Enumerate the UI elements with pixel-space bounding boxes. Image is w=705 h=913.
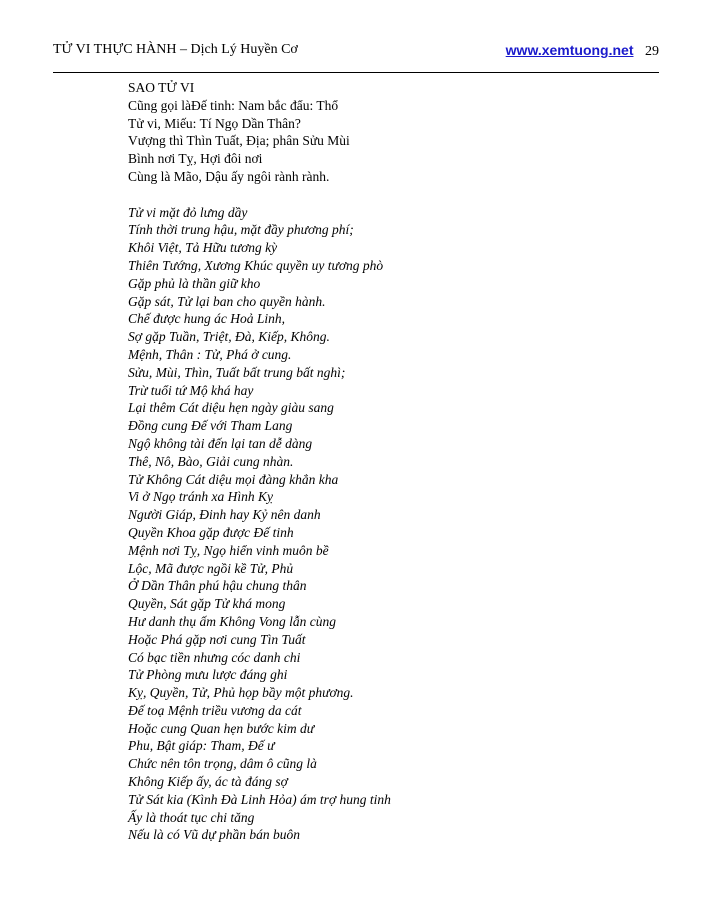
poem-line: Có bạc tiền nhưng cóc danh chi	[128, 649, 301, 665]
poem-line: Tử Phòng mưu lược đáng ghi	[128, 667, 288, 683]
poem-line: Hư danh thụ ấm Không Vong lẫn cùng	[128, 613, 336, 629]
poem-line: Sợ gặp Tuần, Triệt, Đà, Kiếp, Không.	[128, 329, 330, 345]
body-text	[128, 79, 668, 844]
poem-line: Thê, Nô, Bào, Giải cung nhàn.	[128, 453, 294, 469]
poem-line: Ở Dần Thân phú hậu chung thân	[128, 578, 307, 594]
poem-line: Lại thêm Cát diệu hẹn ngày giàu sang	[128, 400, 334, 416]
poem-line: Ấy là thoát tục chi tăng	[128, 809, 255, 825]
poem-line: Chức nên tôn trọng, dâm ô cũng là	[128, 756, 317, 772]
intro-line: Vượng thì Thìn Tuất, Địa; phân Sửu Mùi	[128, 133, 350, 149]
poem-line: Trừ tuổi tứ Mộ khá hay	[128, 382, 254, 398]
poem-line: Tử Sát kia (Kình Đà Linh Hỏa) ám trợ hung tinh	[128, 791, 391, 807]
poem-line: Nếu là có Vũ dự phần bán buôn	[128, 827, 300, 843]
poem-line: Đồng cung Đế với Tham Lang	[128, 418, 293, 434]
poem-line: Chế được hung ác Hoả Linh,	[128, 311, 286, 327]
intro-stanza	[128, 79, 668, 186]
poem-line: Sửu, Mùi, Thìn, Tuất bất trung bất nghì;	[128, 364, 346, 380]
poem-line: Lộc, Mã được ngồi kề Tử, Phủ	[128, 560, 294, 576]
intro-line: SAO TỬ VI	[128, 80, 195, 95]
poem-line: Người Giáp, Đinh hay Kỷ nên danh	[128, 507, 321, 523]
header-title: TỬ VI THỰC HÀNH – Dịch Lý Huyền Cơ	[53, 42, 298, 57]
intro-line: Cũng gọi làĐế tinh: Nam bắc đẩu: Thổ	[128, 97, 339, 113]
poem-line: Tính thời trung hậu, mặt đầy phương phí;	[128, 222, 354, 238]
intro-line: Tử vi, Miếu: Tí Ngọ Dần Thân?	[128, 115, 301, 131]
page-number: 29	[645, 44, 659, 59]
poem-line: Mệnh, Thân : Tử, Phá ở cung.	[128, 346, 292, 362]
poem-line: Khôi Việt, Tả Hữu tương kỳ	[128, 240, 278, 256]
poem-line: Không Kiếp ấy, ác tà đáng sợ	[128, 774, 288, 790]
stanza-gap	[128, 186, 668, 204]
poem-line: Thiên Tướng, Xương Khúc quyền uy tương phò	[128, 257, 384, 273]
poem-line: Đế toạ Mệnh triều vương da cát	[128, 702, 302, 718]
poem-line: Gặp phủ là thần giữ kho	[128, 275, 261, 291]
poem-line: Vi ở Ngọ tránh xa Hình Kỵ	[128, 489, 273, 505]
poem-line: Tử Không Cát diệu mọi đàng khẳn kha	[128, 471, 339, 487]
poem-line: Quyền Khoa gặp được Đế tinh	[128, 524, 294, 540]
poem-line: Tử vi mặt đỏ lưng dầy	[128, 204, 248, 220]
poem-stanza	[128, 204, 668, 845]
poem-line: Mệnh nơi Tỵ, Ngọ hiển vinh muôn bề	[128, 542, 329, 558]
intro-line: Cùng là Mão, Dậu ấy ngôi rành rành.	[128, 168, 330, 184]
poem-line: Hoặc Phá gặp nơi cung Tìn Tuất	[128, 631, 306, 647]
poem-line: Kỵ, Quyền, Tử, Phủ họp bầy một phương.	[128, 685, 354, 701]
website-link[interactable]: www.xemtuong.net	[505, 42, 634, 58]
intro-line: Bình nơi Tỵ, Hợi đôi nơi	[128, 151, 263, 167]
poem-line: Quyền, Sát gặp Tử khá mong	[128, 596, 286, 612]
header-divider	[53, 72, 659, 73]
page-header	[53, 42, 659, 62]
poem-line: Ngộ không tài đến lại tan dễ dàng	[128, 435, 313, 451]
header-right	[506, 42, 659, 60]
poem-line: Phu, Bật giáp: Tham, Đế ư	[128, 738, 275, 754]
poem-line: Gặp sát, Tử lại ban cho quyền hành.	[128, 293, 326, 309]
poem-line: Hoặc cung Quan hẹn bước kim dư	[128, 720, 315, 736]
